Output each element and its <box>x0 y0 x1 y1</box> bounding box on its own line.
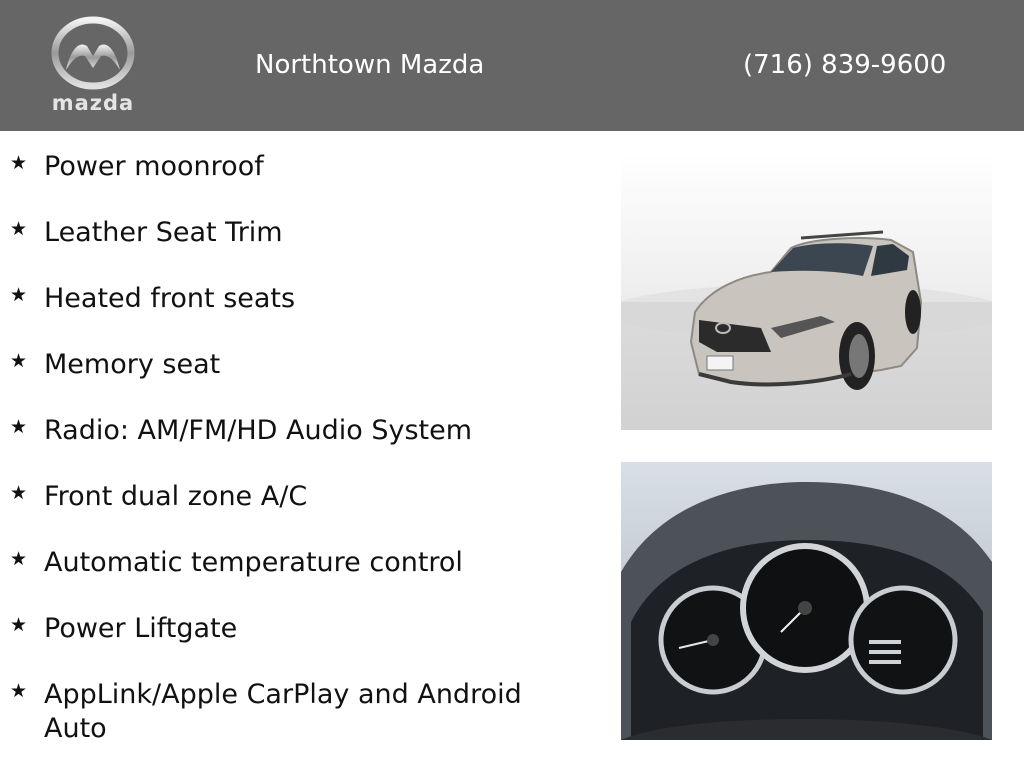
car-icon <box>621 152 992 430</box>
star-icon: ★ <box>10 153 28 174</box>
star-icon: ★ <box>10 351 28 372</box>
feature-label: AppLink/Apple CarPlay and Android Auto <box>44 679 522 744</box>
feature-label: Heated front seats <box>44 283 296 314</box>
star-icon: ★ <box>10 417 28 438</box>
star-icon: ★ <box>10 285 28 306</box>
gauge-cluster-icon <box>621 462 992 740</box>
mazda-wordmark: mazda <box>51 91 135 115</box>
mazda-logo <box>40 16 146 116</box>
vehicle-front-photo <box>621 152 992 430</box>
feature-label: Front dual zone A/C <box>44 481 308 512</box>
feature-label: Power moonroof <box>44 151 264 182</box>
feature-label: Automatic temperature control <box>44 547 463 578</box>
star-icon: ★ <box>10 615 28 636</box>
star-icon: ★ <box>10 219 28 240</box>
feature-label: Power Liftgate <box>44 613 238 644</box>
mazda-emblem-icon <box>40 16 146 90</box>
star-icon: ★ <box>10 483 28 504</box>
feature-label: Radio: AM/FM/HD Audio System <box>44 415 473 446</box>
dashboard-gauges-photo <box>621 462 992 740</box>
star-icon: ★ <box>10 549 28 570</box>
feature-label: Leather Seat Trim <box>44 217 283 248</box>
dealer-name: Northtown Mazda <box>255 50 485 80</box>
header-bar <box>0 0 1024 131</box>
feature-label: Memory seat <box>44 349 221 380</box>
dealer-phone: (716) 839-9600 <box>743 50 947 80</box>
star-icon: ★ <box>10 681 28 702</box>
